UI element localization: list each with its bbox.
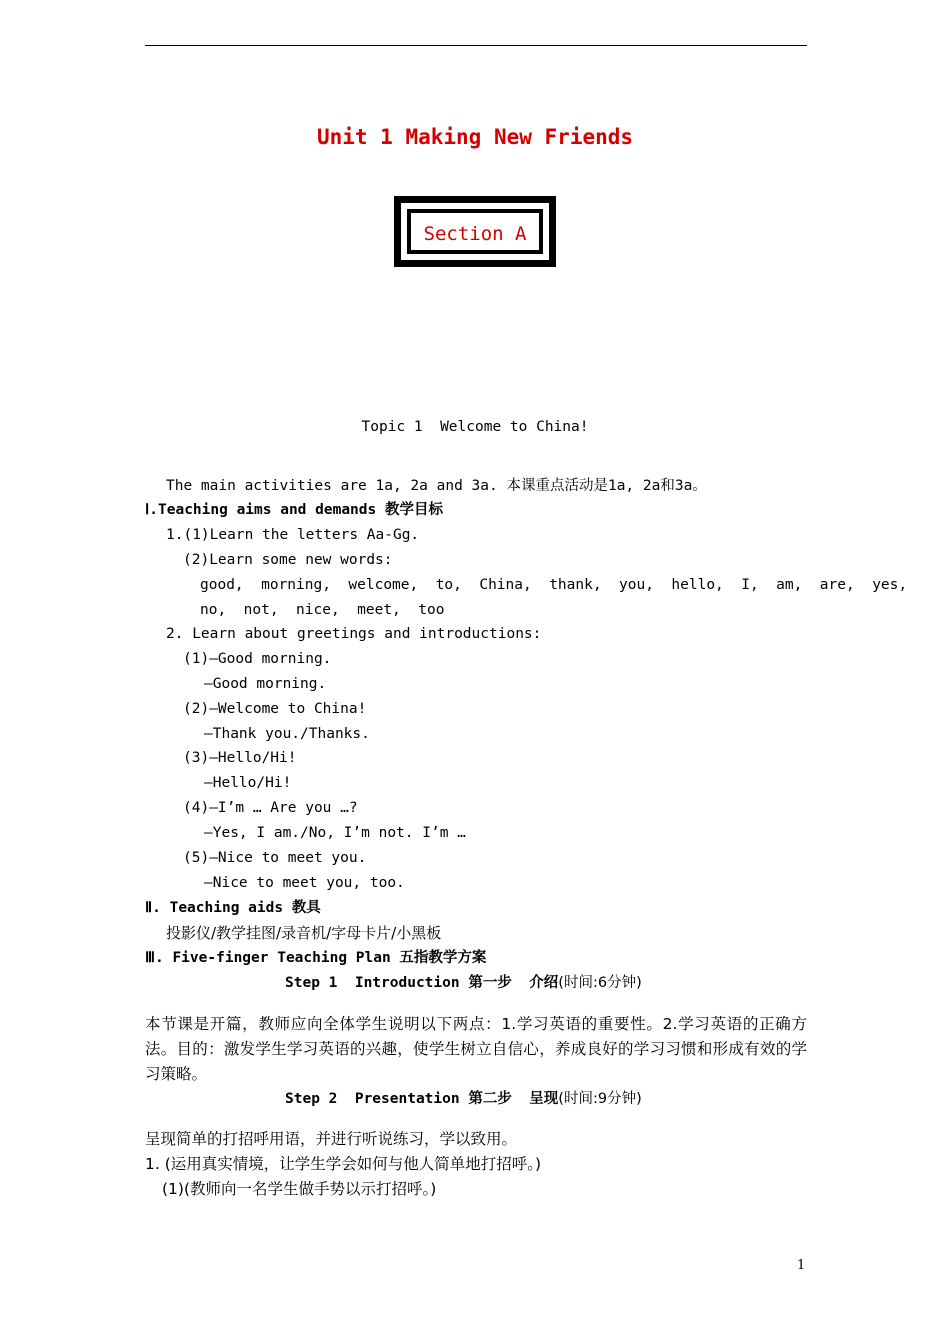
topic-title: Topic 1 Welcome to China! (361, 419, 589, 435)
dialog-3b: —Hello/Hi! (204, 775, 292, 791)
aim-1-2: (2)Learn some new words: (183, 552, 393, 568)
section-inner-frame (407, 209, 543, 254)
dialog-1b: —Good morning. (204, 676, 327, 692)
page-number: 1 (797, 1258, 806, 1273)
step2-heading (285, 1090, 642, 1108)
step2-item-1: 1. (运用真实情境，让学生学会如何与他人简单地打招呼。) (145, 1155, 542, 1173)
aim-1-1: 1.(1)Learn the letters Aa-Gg. (166, 527, 420, 543)
step1-title: Step 1 Introduction 第一步 介绍 (285, 975, 559, 991)
step2-time: (时间:9分钟) (558, 1091, 642, 1107)
dialog-1a: (1)—Good morning. (183, 651, 332, 667)
section-frame (394, 196, 556, 267)
dialog-4b: —Yes, I am./No, I’m not. I’m … (204, 825, 466, 841)
dialog-2b: —Thank you./Thanks. (204, 726, 370, 742)
step1-heading (285, 974, 642, 992)
step2-title: Step 2 Presentation 第二步 呈现 (285, 1091, 559, 1107)
unit-title: Unit 1 Making New Friends (316, 125, 634, 149)
step2-text: 呈现简单的打招呼用语，并进行听说练习，学以致用。 (145, 1130, 518, 1148)
plan-heading: Ⅲ. Five-finger Teaching Plan 五指教学方案 (145, 950, 487, 966)
dialog-5b: —Nice to meet you, too. (204, 875, 405, 891)
step1-text: 本节课是开篇，教师应向全体学生说明以下两点：1.学习英语的重要性。2.学习英语的正确方法。目的：激发学生学习英语的兴趣，使学生树立自信心，养成良好的学习习惯和形成有效的学习策略。 (145, 1015, 807, 1083)
dialog-4a: (4)—I’m … Are you …? (183, 800, 358, 816)
dialog-3a: (3)—Hello/Hi! (183, 750, 297, 766)
aids-list: 投影仪/教学挂图/录音机/字母卡片/小黑板 (166, 924, 442, 942)
aims-heading: Ⅰ.Teaching aims and demands 教学目标 (145, 502, 443, 518)
aim-2: 2. Learn about greetings and introductions: (166, 626, 542, 642)
dialog-2a: (2)—Welcome to China! (183, 701, 367, 717)
words-line-2: no, not, nice, meet, too (200, 602, 445, 618)
words-line-1: good, morning, welcome, to, China, thank, you, hello, I, am, are, yes, (200, 577, 908, 593)
section-label: Section A (423, 223, 527, 245)
aids-heading: Ⅱ. Teaching aids 教具 (145, 900, 321, 916)
header-rule (145, 45, 807, 46)
step1-time: (时间:6分钟) (558, 975, 642, 991)
main-activities: The main activities are 1a, 2a and 3a. 本课重点活动是1a, 2a和3a。 (166, 478, 707, 494)
step2-item-1-1: (1)(教师向一名学生做手势以示打招呼。) (162, 1180, 437, 1198)
dialog-5a: (5)—Nice to meet you. (183, 850, 367, 866)
